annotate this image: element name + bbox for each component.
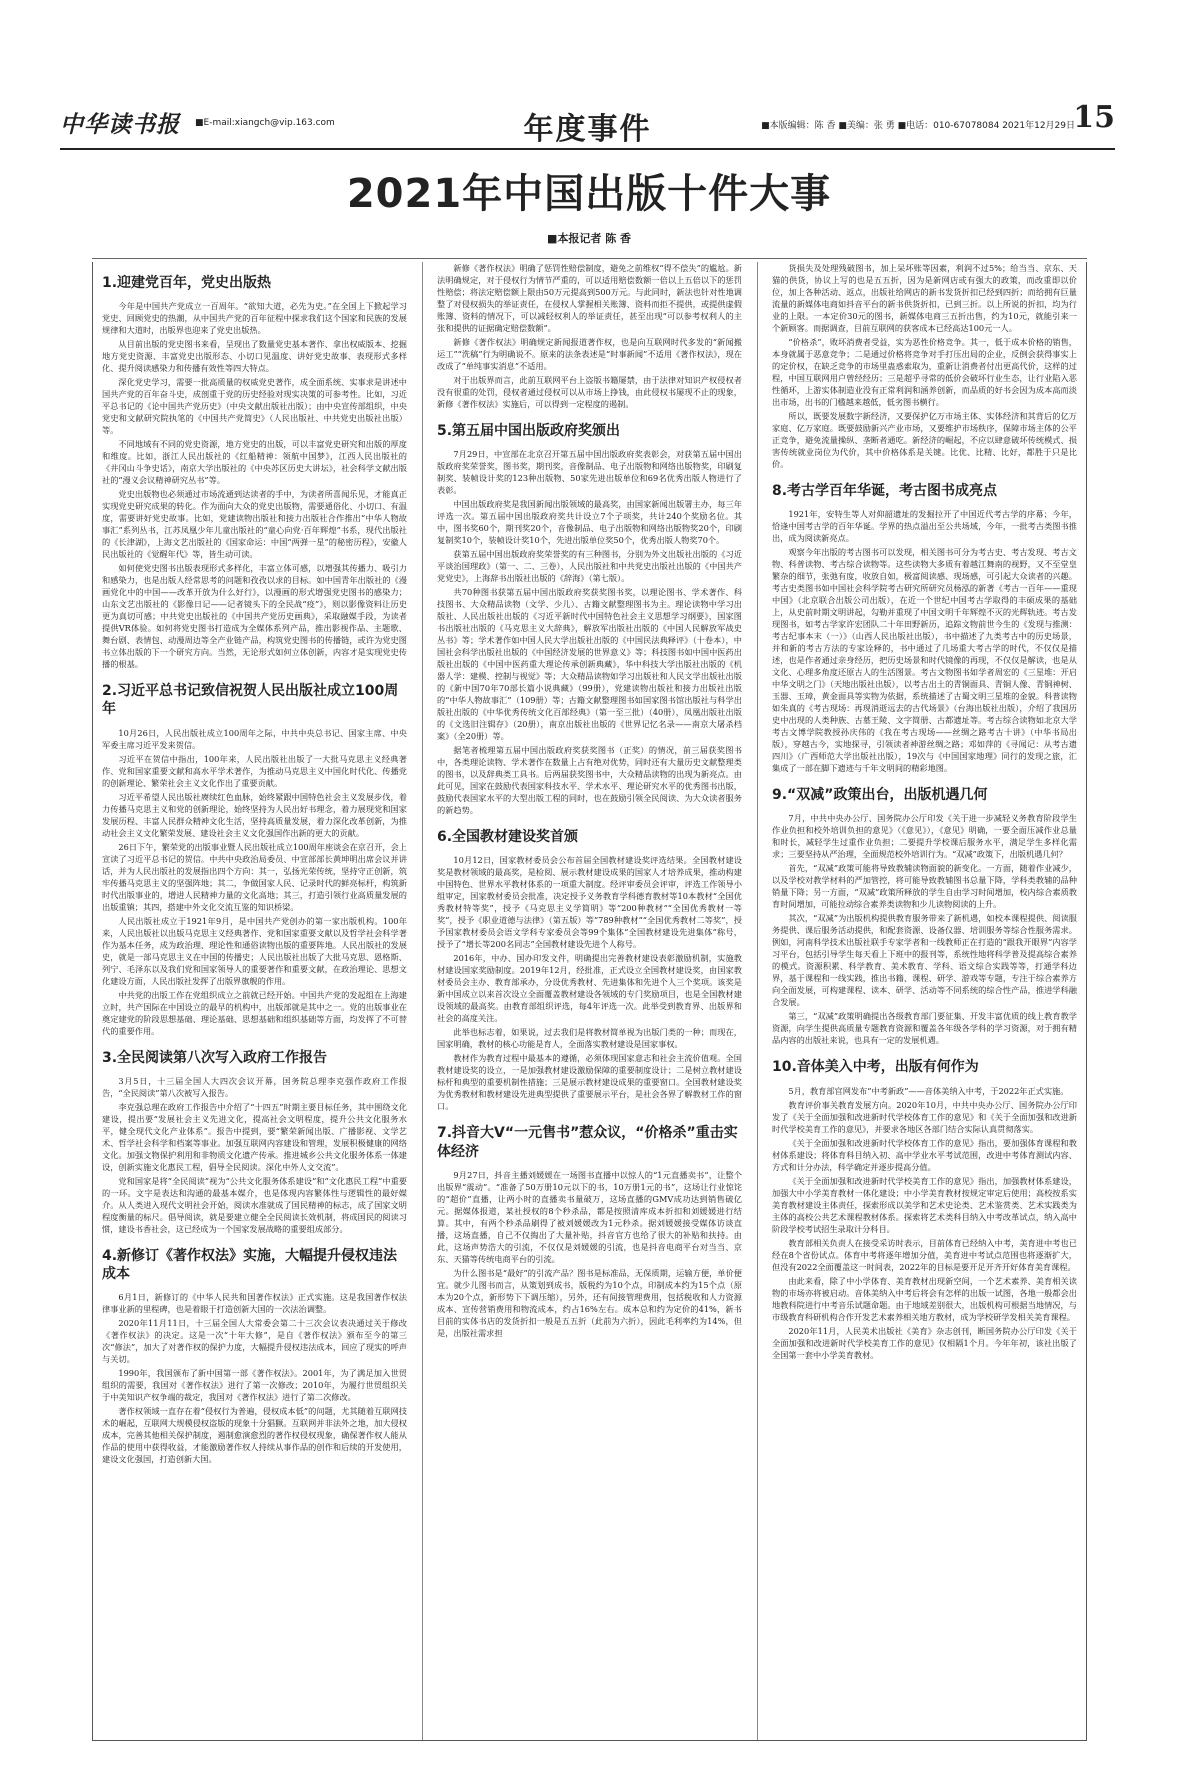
paragraph: 新修《著作权法》明确了惩罚性赔偿制度，避免之前维权“得不偿失”的尴尬。新法明确规定，对于侵权行为情节严重的，可以适用赔偿数额一倍以上五倍以下的惩罚性赔偿；将法定赔偿额上限由50万元提高到500万元。与此同时，新法也针对性地调整了对侵权损失的举证责任，在侵权人掌握相关账簿、资料而拒不提供，或提供虚假账簿、资料的情况下，可以减轻权利人的举证责任，甚至出现“可以参考权利人的主张和提供的证据确定赔偿数额”。 bbox=[437, 263, 742, 333]
paragraph: 2016年，中办、国办印发文件，明确提出完善教材建设表彰激励机制，实施教材建设国家奖励制度。2019年12月，经批准，正式设立全国教材建设奖，由国家教材委员会主办、教育部承办，分设优秀教材、先进集体和先进个人三个奖项。该奖是新中国成立以来首次设立全面覆盖教材建设各领域的专门奖励项目，也是全国教材建设领域的最高奖。由教育部组织评选，每4年评选一次。此举受到教育界、出版界和社会的高度关注。 bbox=[437, 953, 742, 1024]
article-title: 2.习近平总书记致信祝贺人民出版社成立100周年 bbox=[102, 683, 399, 718]
paragraph: 货损失及处理残破图书，加上呆坏账等因素，利润不过5%；给当当、京东、天猫的供货，协议上写的也是五五折，因为是新网店或有强大的政策，而改重即以价位，加上各种活动、返点，出版社给网店的新书发货折扣已经到四折；而给拥有巨量流量的新媒体电商如抖音平台的新书供货折扣，已到三折。以上所说的折扣，均为行业的上限。一本定价30元的图书，新媒体电商三五折出售，约为10元，就能引来一个新顾客。而据调查，目前互联网的获客成本已经高达100元一人。 bbox=[772, 263, 1077, 333]
newspaper-logo: 中华读书报 bbox=[60, 111, 180, 138]
paragraph: 所以，既要发展数字新经济，又要保护亿万市场主体、实体经济和其背后的亿万家庭、亿万家庭。既要鼓励新兴产业市场，又要维护市场秩序，保障市场主体的公平正竞争，避免流量操纵、垄断者通吃。新经济的崛起，不应以肆意破坏传统模式、损害传统就业岗位为代价，其中价格体系是关键。比优、比精、比好，都胜于只是比价。 bbox=[772, 411, 1077, 469]
article-7-continued bbox=[772, 262, 1077, 470]
paragraph: 2020年11月11日，十三届全国人大常委会第二十三次会议表决通过关于修改《著作权法》的决定。这是一次“十年大修”，是自《著作权法》颁布至今的第三次“修法”，加大了对著作权的保护力度，大幅提升侵权违法成本，回应了现实的呼声与关切。 bbox=[102, 1318, 407, 1365]
paragraph: 习近平希望人民出版社赓续红色血脉，始终紧跟中国特色社会主义发展步伐，着力传播马克思主义和党的创新理论，始终坚持为人民出好书理念，着力展现党和国家发展历程、丰富人民群众精神文化生活，坚持高质量发展，着力深化改革创新，为推动社会主义文化繁荣发展、建设社会主义文化强国作出新的更大的贡献。 bbox=[102, 791, 407, 838]
article-columns bbox=[102, 262, 1077, 1732]
article-title: 5.第五届中国出版政府奖颁出 bbox=[437, 423, 621, 439]
paragraph: 5月，教育部官网发布“中考新政”——音体美纳入中考，于2022年正式实施。 bbox=[788, 1085, 1069, 1096]
paragraph: 由此来看，除了中小学体育、美育教材出现新空间，一个艺术素养、美育相关读物的市场亦将被启动。音体美纳入中考后将会有怎样的出版一试图，各地一般都会出地教科院进行中考音乐试题命题。由于地域差别很大，出版机构可根据当地情况，与市级教育科研机构合作开发艺术素养相关地方教材，成为学校研学发相关美育课程。 bbox=[772, 1275, 1077, 1322]
article-7 bbox=[437, 1124, 742, 1338]
paragraph: 著作权领域一直存在着“侵权行为普遍，侵权成本低”的问题，尤其随着互联网技术的崛起，互联网大规模侵权盗版的现象十分猖獗。互联网并非法外之地，加大侵权成本，完善其他相关保护制度，遏制愈演愈烈的著作权侵权现象，确保著作权人能从作品的使用中获得收益，才能激励著作权人持续从事作品的创作和后续的开发使用，建设文化强国，打造创新大国。 bbox=[102, 1406, 407, 1465]
article-title: 9.“双减”政策出台，出版机遇几何 bbox=[772, 787, 988, 804]
paragraph: 9月27日，抖音主播刘媛媛在一场图书直播中以惊人的“1元直播卖书”，让整个出版界“震动”。“准备了50万册10元以下的书，10万册1元的书”，这场让行业惊诧的“超价”直播，让两小时的直播卖书量破万，这场直播的GMV成功达到销售破亿元。据媒体报道，某社授权的8个秒杀品，都是按照清库成本折扣和刘媛媛进行结算。其中，有两个秒杀品刷得了被刘媛媛改为1元秒杀。据刘媛媛接受媒体访谈直播，这场直播，自己不仅掏出了大量补贴，抖音官方也给了很大的补贴和扶持。由此，这场声势浩大的引流，不仅仅是刘媛媛的引流，也是抖音电商平台对当当、京东、天猫等传统电商平台的引流。 bbox=[437, 1169, 742, 1264]
paragraph: 其次，“双减”为出版机构提供教育服务带来了新机遇，如校本课程提供、阅读服务提供、课后服务活动提供，和配套资源、设备仪器、培训服务等综合性服务需求。例如，河南科学技术出版社联手专家学者和一线教师正在打造的“跟我开眼界”内容学习平台，包括引导学生每天看上下班中的报刊等，系统性地将科学普及提高综合素养的模式。资源积累、科学教育、美术教育、学科、语文综合实践等等，打通学科边界，基于课程和一线实践，推出书籍、课程、研学、游戏等专题，专注于综合素养方向全面发展，可构建课程、读本、研学、活动等不同系统的综合性产品，推进学科融合发展。 bbox=[772, 913, 1077, 1008]
article-title: 8.考古学百年华诞，考古图书成亮点 bbox=[772, 483, 998, 499]
article-5 bbox=[437, 422, 742, 816]
paragraph: 观察今年出版的考古图书可以发现，相关图书可分为考古史、考古发现、考古文物、科普读物、考古综合读物等。这些读物大多质有着越江舞南的视野，又不至堂皇繁杂的细节，张弛有度，收放自如，极富阅读感、现场感，可引起大众读者的兴趣。考古史类图书如中国社会科学院考古研究所研究员杨泓的新著《考古一百年——重现中国》（北京联合出版公司出版），在近一个世纪中国考古学取得的丰硕成果的基础上，从史前时期文明讲起，勾勒并重现了中国文明千年辉煌不灭的光辉轨迹。考古发现图书，如考古学家许宏团队二十年田野新历，追踪文物前世今生的《发现与推测：考古纪事本末（一）》（山西人民出版社出版），书中描述了九类考古中的历史场景，并和新的考古方法的专家诠释的，书中通过了几场重大考古学的时代，不仅仅是描述，也是作者通过亲身经历，把历史场景和时代镜像的再现，不仅仅是解读，也是从文化、心理多角度还原古人的生活图景。考古文物图书如学者周宏的《三星堆：开启中华文明之门》（天地出版社出版），以考古出土的青铜面具、青铜人像、青铜神树、玉器、玉璋，黄金面具等实物为依据，系统描述了古蜀文明三星堆的金貌。科普读物如朱真的《考古现场：再现消逝远去的古代场景》（台海出版社出版），介绍了我国历史中出现的人类种族、古墓王陵、文字简册、古都遗址等。考古综合读物如北京大学考古文博学院教授孙庆伟的《我在考古现场——丝绸之路考古十讲》（中华书局出版），穿越古今，实地探寻，引领读者神游丝绸之路；邓如萍的《寻闻记：从考古遗四川》（广西师范大学出版社出版），19次与《中国国家地理》同行的发现之旅，汇集成了一部在脚下遗迹与千年文明间的精彩地图。 bbox=[772, 547, 1077, 774]
paragraph: 1921年，安特生等人对仰韶遗址的发掘拉开了中国近代考古学的序幕；今年，恰逢中国考古学的百年华诞。学界的热点溢出至公共场域，今年，一批考古类图书推出，成为阅读新亮点。 bbox=[772, 509, 1077, 544]
article-title: 10.音体美入中考，出版有何作为 bbox=[772, 1059, 979, 1076]
article-title: 7.抖音大V“一元售书”惹众议，“价格杀”重击实体经济 bbox=[437, 1125, 738, 1160]
paragraph: 首先，“双减”政策可能将导致教辅读物面貌的新变化。一方面，随着作业减少，以及学校对教学材料的严加管控，将可能导致教辅图书总量下降，学科类教辅的品种销量下降；另一方面，“双减”政策所释放的学生自由学习时间增加，校内综合素质教育时间增加，可能拉动综合素养类读物和少儿读物阅读的上升。 bbox=[772, 863, 1077, 910]
article-2 bbox=[102, 682, 407, 1036]
paragraph: 今年是中国共产党成立一百周年。“欲知大道，必先为史。”在全国上下掀起学习党史、回顾党史的热潮，从中国共产党的百年征程中探求我们这个国家和民族的发展规律和大道时，出版界也迎来了党史出版热。 bbox=[102, 301, 407, 336]
email-line: ■E-mail:xiangch@vip.163.com bbox=[195, 118, 335, 128]
header-rule bbox=[60, 148, 1115, 150]
paragraph: 教育评价事关教育发展方向。2020年10月，中共中央办公厅、国务院办公厅印发了《关于全面加强和改进新时代学校体育工作的意见》和《关于全面加强和改进新时代学校美育工作的意见》，并要求各地区各部门结合实际认真贯彻落实。 bbox=[772, 1099, 1077, 1134]
paragraph: 从目前出版的党史图书来看，呈现出了数量党史基本著作、拿出权威版本、挖掘地方党史资源、丰富党史出版形态、小切口见温度、讲好党史故事、表现形式多样化、提升阅读感染力和传播有效性等四大特点。 bbox=[102, 339, 407, 374]
paragraph: 习近平在贺信中指出，100年来，人民出版社出版了一大批马克思主义经典著作、党和国家重要文献和高水平学术著作，为推动马克思主义中国化时代化、传播党的创新理论、繁荣社会主义文化作出了重要贡献。 bbox=[102, 753, 407, 788]
paragraph: 中国出版政府奖是我国新闻出版领域的最高奖，由国家新闻出版署主办，每三年评选一次。第五届中国出版政府奖共计设立7个子项奖，共计240个奖励名位。其中，图书奖60个，期刊奖20个，音像制品、电子出版物和网络出版物奖20个，印刷复制奖10个，装帧设计奖10个，先进出版单位奖50个，优秀出版人物奖70个。 bbox=[437, 499, 742, 546]
article-4-continued bbox=[437, 262, 742, 410]
paragraph: 新修《著作权法》明确规定新闻报道著作权，也是向互联网时代多发的“新闻搬运工”“洗稿”行为明确说不。原来的法条表述是“时事新闻”不适用《著作权法》，现在改成了“单纯事实消息”不适用。 bbox=[437, 337, 742, 371]
article-title: 3.全民阅读第八次写入政府工作报告 bbox=[102, 1049, 328, 1066]
paragraph: 2020年11月，人民美术出版社《美育》杂志创刊，断国务院办公厅印发《关于全面加强和改进新时代学校美育工作的意见》仅相隔1个月。今年年初，该社出版了全国第一套中小学美育教材。 bbox=[772, 1325, 1077, 1360]
paragraph: 党和国家是将“全民阅读”视为“公共文化服务体系建设”和“文化惠民工程”中重要的一环。文字是表达和沟通的最基本媒介，也是体现内容繁体性与逻辑性的最好媒介。从人类进入现代文明社会开始，阅读水准就成了国民精神的标志，成了国家文明程度衡量的标尺。倡导阅读，就是要建立健全全民阅读长效机制，将成国民的阅读习惯，建设书香社会，这已经成为一个国家发展战略的重要组成部分。 bbox=[102, 1175, 407, 1234]
paragraph: 党史出版物也必须通过市场流通到达读者的手中，为读者所喜闻乐见，才能真正实现党史研究成果的转化。作为面向大众的党史出版物，需要通俗化、小切口、有温度，需要讲好党史故事。比如，党建读物出版社和接力出版社合作推出“中华人物故事汇”系列丛书，江苏凤凰少年儿童出版社的“童心向党·百年辉煌”书系，现代出版社的《长津湖》，上海文艺出版社的《国家命运：中国“两弹一星”的秘密历程》，安徽人民出版社的《觉醒年代》等，皆生动可读。 bbox=[102, 489, 407, 560]
paragraph: 教育部相关负责人在接受采访时表示，目前体育已经纳入中考，美育进中考也已经在8个省份试点。体育中考将逐年增加分值，美育进中考试点范围也将逐渐扩大，但没有2022全面覆盖这一时间表，2022年的目标是要开足开齐开好体育美育课程。 bbox=[772, 1237, 1077, 1272]
paragraph: 李克强总理在政府工作报告中介绍了“十四五”时期主要目标任务，其中围绕文化建设，提出要“发展社会主义先进文化，提高社会文明程度，提升公共文化服务水平，健全现代文化产业体系”。报告中提到，要“繁荣新闻出版、广播影视、文学艺术、哲学社会科学和档案等事业。加强互联网内容建设和管理，发展积极健康的网络文化。加强文物保护利用和非物质文化遗产传承。推进城乡公共文化服务体系一体建设，创新实施文化惠民工程，倡导全民阅读。深化中外人文交流”。 bbox=[102, 1101, 407, 1172]
article-3 bbox=[102, 1049, 407, 1235]
body-top-rule bbox=[92, 258, 1087, 259]
paragraph: 对于出版界而言，此前互联网平台上盗版书籍屡禁，由于法律对知识产权侵权者没有很重的处罚，侵权者通过侵权可以从市场上挣钱，由此侵权书屡现不止的现象，新修《著作权法》实施后，可以得到一定程度的遏制。 bbox=[437, 375, 742, 409]
column-2 bbox=[437, 262, 742, 1732]
paragraph: 中共党的出版工作在党组织成立之前就已经开始。中国共产党的发起组在上海建立时，共产国际在中国设立的最早的机构中，出版部就是其中之一。党的出版事业在奠定建党的阶段思想基础、理论基础、思想基础和组织基础等方面，均发挥了不可替代的重要作用。 bbox=[102, 989, 407, 1036]
page-headline: 2021年中国出版十件大事 bbox=[346, 171, 832, 217]
paragraph: 《关于全面加强和改进新时代学校美育工作的意见》指出，加强教材体系建设，加强大中小学美育教材一体化建设；中小学美育教材按规定审定后使用；高校按系实美育教材建设主体责任，探索形成以美学和艺术史论类、艺术鉴赏类、艺术实践类为主体的高校公共艺术课程教材体系。探索将艺术类科目纳入中考改革试点，纳入高中阶段学校考试招生录取计分科目。 bbox=[772, 1175, 1077, 1234]
masthead bbox=[60, 100, 1115, 148]
paragraph: 人民出版社成立于1921年9月，是中国共产党创办的第一家出版机构。100年来，人民出版社以出版马克思主义经典著作、党和国家重要文献以及哲学社会科学著作为基本任务，成为政治理、理论性和通俗读物出版的重要阵地。人民出版社的发展史，就是一部马克思主义在中国的传播史；人民出版社出版了大批马克思、恩格斯、列宁、毛泽东以及我们党和国家领导人的重要著作和重要文献，在政治理论、思想文化建设方面，人民出版社发挥了出版界旗舰的作用。 bbox=[102, 915, 407, 986]
paragraph: 《关于全面加强和改进新时代学校体育工作的意见》指出，要加强体育课程和教材体系建设；将体育科目纳入初、高中学业水平考试范围，改进中考体育测试内容、方式和计分办法，科学确定并逐步提高分值。 bbox=[772, 1137, 1077, 1172]
paragraph: 获第五届中国出版政府奖荣誉奖的有三种图书，分别为外文出版社出版的《习近平谈治国理政》（第一、二、三卷），人民出版社和中共党史出版社出版的《中国共产党党史》，上海辞书出版社出版的《辞海》（第七版）。 bbox=[437, 549, 742, 584]
paragraph: 3月5日，十三届全国人大四次会议开幕，国务院总理李克强作政府工作报告，“全民阅读”第八次被写入报告。 bbox=[102, 1075, 407, 1098]
paragraph: “价格杀”，败坏消费者受益，实为恶性价格竞争。其一，低于成本价格的销售，本身就属于恶意竞争；二是通过价格将竞争对手打压出局的企业，反倒会获得事实上的定价权，在缺乏竞争的市场里蛊惑索取为，重新让消费者付出更高代价，这样的过程，中国互联网用户曾经经历；三是超乎寻常的低价会破坏行业生态，让行业陷入恶性循环，上游实体制造业没有正常利润和涵养创新，而品质的好书会因为成本高而淡出市场，出书的门槛越来越低，低劣图书横行。 bbox=[772, 337, 1077, 407]
paragraph: 教材作为教育过程中最基本的遵循，必须体现国家意志和社会主流价值观。全国教材建设奖的设立，一是加强教材建设激励保障的重要制度设计；二是树立教材建设标杆和典型的重要机制性措施；三是展示教材建设成果的重要窗口。全国教材建设奖为优秀教材和教材建设先进典型提供了重要展示平台，是社会各界了解教材工作的窗口。 bbox=[437, 1053, 742, 1112]
paragraph: 6月1日，新修订的《中华人民共和国著作权法》正式实施。这是我国著作权法律事业新的里程碑，也是着眼于打造创新大国的一次法治调整。 bbox=[102, 1292, 407, 1315]
paragraph: 此举也标志着，如果说，过去我们是将教材简单视为出版门类的一种；而现在，国家明确，教材的核心功能是育人，全面落实教材建设是国家事权。 bbox=[437, 1027, 742, 1050]
section-title: 年度事件 bbox=[523, 112, 652, 147]
paragraph: 7月29日，中宣部在北京召开第五届中国出版政府奖表彰会，对获第五届中国出版政府奖荣誉奖，图书奖，期刊奖，音像制品、电子出版物和网络出版物奖，印刷复制奖、装帧设计奖的123种出版物、50家先进出版单位和69名优秀出版人物进行了表彰。 bbox=[437, 449, 742, 496]
paragraph: 26日下午，繁荣党的出版事业暨人民出版社成立100周年座谈会在京召开，会上宣读了习近平总书记的贺信。中共中央政治局委员、中宣部部长黄坤明出席会议并讲话，并为人民出版社的发展指出四个方向：其一，弘扬光荣传统，坚持守正创新，筑牢传播马克思主义的坚强阵地；其二，争做国家人民、记录时代的鲜亮标杆，构筑新时代出版事业的，增进人民精神力量的文化高地；其三，打造引领行业高质量发展的出版重镇；其四，搭建中外文化交流互鉴的知识桥梁。 bbox=[102, 841, 407, 912]
column-1 bbox=[102, 262, 407, 1732]
paragraph: 10月12日，国家教材委员会公布首届全国教材建设奖评选结果。全国教材建设奖是教材领域的最高奖，是检阅、展示教材建设成果的国家人才培养成果，推动构建中国特色、世界水平教材体系的一项重大制度。经评审委员会评审，评选工作领导小组审定，国家教材委员会批准，决定授予义务教育学科德育教材等10本教材“全国优秀教材特等奖”，授予《马克思主义学简明》等“200种教材”“全国优秀教材一等奖”，授予《职业道德与法律》（第五版）等”789种教材”“全国优秀教材二等奖”，授予国家教材委员会语文学科专家委员会等99个集体“全国教材建设先进集体”称号，授予了“增长等200名同志”全国教材建设先进个人称号。 bbox=[437, 855, 742, 950]
article-9 bbox=[772, 786, 1077, 1046]
paragraph: 深化党史学习，需要一批高质量的权威党史著作，成全面系统、实事求是讲述中国共产党的百年奋斗史，成剖重于党的历史经验对现实决策的可参考性。比如，习近平总书记的《论中国共产党历史》（中央文献出版社出版）；由中央宣传部组织，中央党史和文献研究院执笔的《中国共产党简史》（人民出版社、中共党史出版社出版）等。 bbox=[102, 377, 407, 436]
column-3 bbox=[772, 262, 1077, 1732]
article-title: 4.新修订《著作权法》实施，大幅提升侵权违法成本 bbox=[102, 1247, 398, 1282]
article-1 bbox=[102, 274, 407, 670]
paragraph: 如何使党史图书出版表现形式多样化，丰富立体可感，以增强其传播力、吸引力和感染力，也是出版人经常思考的问题和孜孜以求的目标。如中国青年出版社的《漫画党化中的中国——改革开放为什么好行》，以漫画的形式增强党史图书的感染力；山东文艺出版社的《影像日记——记者镜头下的全民战“疫”》，则以影像资料让历史更为真切可感；中共党史出版社的《中国共产党历史画典》，采取融媒手段，为读者提供VR体验。如何将党史图书打造成为全媒体系列产品，推出影视作品、主题歌、舞台剧、表情包、动漫周边等全产业链产品，构筑党史图书的传播链，或许为党史图书立体出版的下一个研究方向。当然，无论形式如何立体创新，内容才是实现党史传播的根基。 bbox=[102, 563, 407, 670]
page-number: 15 bbox=[1073, 100, 1115, 135]
paragraph: 共70种图书获第五届中国出版政府奖获奖图书奖，以理论图书、学术著作、科技图书、大众精品读物（文学、少儿）、古籍文献整理图书为主。理论读物中学习出版社、人民出版社出版的《习近平新时代中国特色社会主义思想学习纲要》，国家图书出版社出版的《马克思主义大辞典》，解放军出版社出版的《中国人民解放军战史丛书》等；学术著作如中国人民大学出版社出版的《中国民法典释评》（十卷本），中国社会科学出版社出版的《中国经济发展的世界意义》等；科技图书如中国中医药出版社出版的《中国中医药重大理论传承创新典藏》，华中科技大学出版社出版的《机器人学：建模、控制与视觉》等；大众精品读物如学习出版社和人民文学出版社出版的《新中国70年70部长篇小说典藏》（99册），党建读物出版社和接力出版社出版的“中华人物故事汇”（109册）等；古籍文献整理图书如国家图书馆出版社与科学出版社出版的《中华优秀传统文化百部经典》（第一至三批）（40册），凤凰出版社出版的《文选旧注辑存》（20册），南京出版社出版的《世界记忆名录——南京大屠杀档案》（全20册）等。 bbox=[437, 587, 742, 742]
editor-line: ■本版编辑：陈 香 ■美编：张 勇 ■电话：010-67078084 2021年12月29日 bbox=[761, 121, 1075, 131]
article-title: 1.迎建党百年，党史出版热 bbox=[102, 275, 272, 291]
paragraph: 1990年，我国颁布了新中国第一部《著作权法》。2001年，为了满足加入世贸组织的需要，我国对《著作权法》进行了第一次修改；2010年，为履行世贸组织关于中美知识产权争端的裁定，我国对《著作权法》进行了第二次修改。 bbox=[102, 1368, 407, 1403]
article-title: 6.全国教材建设奖首颁 bbox=[437, 829, 579, 846]
article-8 bbox=[772, 482, 1077, 774]
paragraph: 据笔者梳理第五届中国出版政府奖获奖图书（正奖）的情况，前三届获奖图书中，各类理论读物、学术著作在数量上占有绝对优势，同时还有大量历史文献整理类的图书，以及辞典类工具书。后两届获奖图书中，大众精品读物的出现为新亮点。由此可见，国家在鼓励代表国家科技水平、学术水平、理论研究水平的优秀图书出版，鼓励代表国家水平的大型出版工程的同时，也在鼓励引领全民阅读、为大众读者服务的新趋势。 bbox=[437, 745, 742, 816]
article-10 bbox=[772, 1058, 1077, 1360]
paragraph: 10月26日，人民出版社成立100周年之际，中共中央总书记、国家主席、中央军委主席习近平发来贺信。 bbox=[102, 727, 407, 750]
paragraph: 为什么图书是“最好”的引流产品？图书是标准品，无保质期，运输方便，单价便宜。就少儿图书而言，从策划到成书，版税约为10个点，印制成本约为15个点（原本为20个点，新形势下下调压缩），另外，还有间接管理费用，包括税收和人力资源成本、宣传营销费用和物流成本，约占16%左右。成本总和约为定价的41%，新书目前的实体书店的发货折扣一般是五五折（此前为六折），因此毛利率约为14%，但是，出版社需求担 bbox=[437, 1267, 742, 1338]
article-6 bbox=[437, 828, 742, 1112]
byline: ■本报记者 陈 香 bbox=[546, 232, 632, 245]
paragraph: 第三，“双减”政策明确提出各级教育部门要征集、开发丰富优质的线上教育教学资源，向学生提供高质量专题教育资源和覆盖各年级各学科的学习资源，对于拥有精品内容的出版社来说，也具有一定的发展机遇。 bbox=[772, 1011, 1077, 1046]
paragraph: 不同地域有不同的党史资源，地方党史的出版，可以丰富党史研究和出版的厚度和维度。比如，浙江人民出版社的《红船精神：领航中国梦》，江西人民出版社的《井冈山斗争史话》，南京大学出版社的《中央苏区历史大讲坛》，社会科学文献出版社的“漫义会议精神研究丛书”等。 bbox=[102, 439, 407, 486]
article-4 bbox=[102, 1247, 407, 1465]
paragraph: 7月，中共中央办公厅、国务院办公厅印发《关于进一步减轻义务教育阶段学生作业负担和校外培训负担的意见》（《意见》），《意见》明确，一要全面压减作业总量和时长，减轻学生过重作业负担；二要提升学校课后服务水平，满足学生多样化需求；三要坚持从严治理，全面规范校外培训行为。“双减”政策下，出版机遇几何？ bbox=[772, 813, 1077, 860]
